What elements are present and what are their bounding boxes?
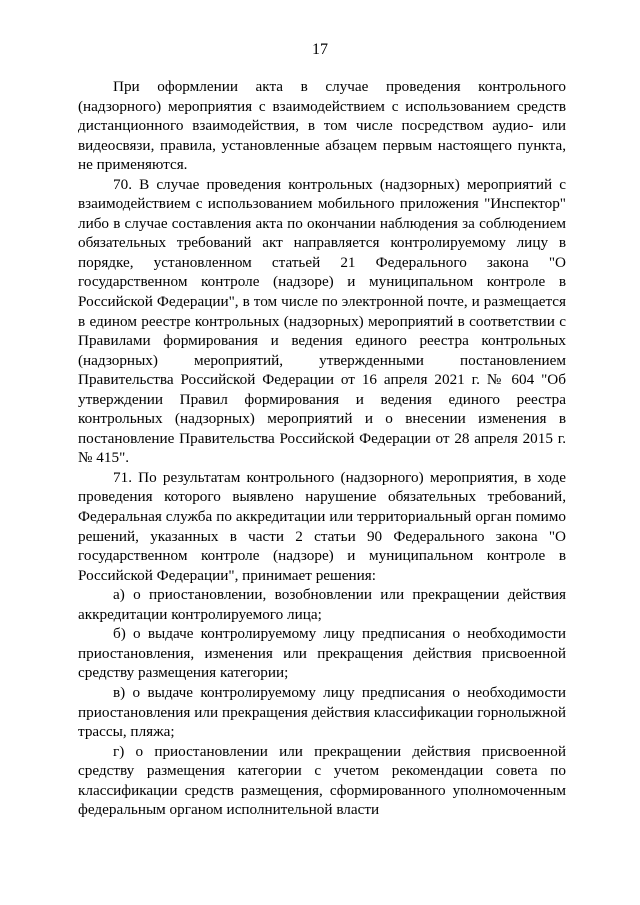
paragraph-subitem-a: а) о приостановлении, возобновлении или прекращении действия аккредитации контролируемого лица; [78, 586, 566, 623]
paragraph-subitem-b: б) о выдаче контролируемому лицу предписания о необходимости приостановления, изменения или прекращения действия присвоенной средству размещения категории; [78, 625, 566, 682]
page-number: 17 [312, 41, 328, 58]
paragraph-subitem-v: в) о выдаче контролируемому лицу предписания о необходимости приостановления или прекращения действия классификации горнолыжной трассы, пляжа; [78, 683, 566, 741]
paragraph-intro: При оформлении акта в случае проведения контрольного (надзорного) мероприятия с взаимодействием с использованием средств дистанционного взаимодействия, в том числе посредством аудио- или видеосвязи, правила, установленные абзацем первым настоящего пункта, не применяются. [78, 78, 566, 174]
paragraph-item-70: 70. В случае проведения контрольных (надзорных) мероприятий с взаимодействием с использованием мобильного приложения "Инспектор" либо в случае составления акта по окончании наблюдения за соблюдением обязательных требований акт направляется контролируемому лицу в порядке, установленном статьей 21 Федерального закона "О государственном контроле (надзоре) и муниципальном контроле в Российской Федерации", в том числе по электронной почте, и размещается в едином реестре контрольных (надзорных) мероприятий в соответствии с Правилами формирования и ведения единого реестра контрольных (надзорных) мероприятий, утвержденными постановлением Правительства Российской Федерации от 16 апреля 2021 г. № 604 "Об утверждении Правил формирования и ведения единого реестра контрольных (надзорных) мероприятий и о внесении изменения в постановление Правительства Российской Федерации от 28 апреля 2015 г. № 415". [78, 175, 566, 467]
document-body [78, 77, 566, 820]
paragraph-item-71: 71. По результатам контрольного (надзорного) мероприятия, в ходе проведения которого выявлено нарушение обязательных требований, Федеральная служба по аккредитации или территориальный орган помимо решений, указанных в части 2 статьи 90 Федерального закона "О государственном контроле (надзоре) и муниципальном контроле в Российской Федерации", принимает решения: [78, 468, 566, 584]
paragraph-subitem-g: г) о приостановлении или прекращении действия присвоенной средству размещения категории с учетом рекомендации совета по классификации средств размещения, сформированного уполномоченным федеральным органом исполнительной власти [78, 742, 566, 819]
